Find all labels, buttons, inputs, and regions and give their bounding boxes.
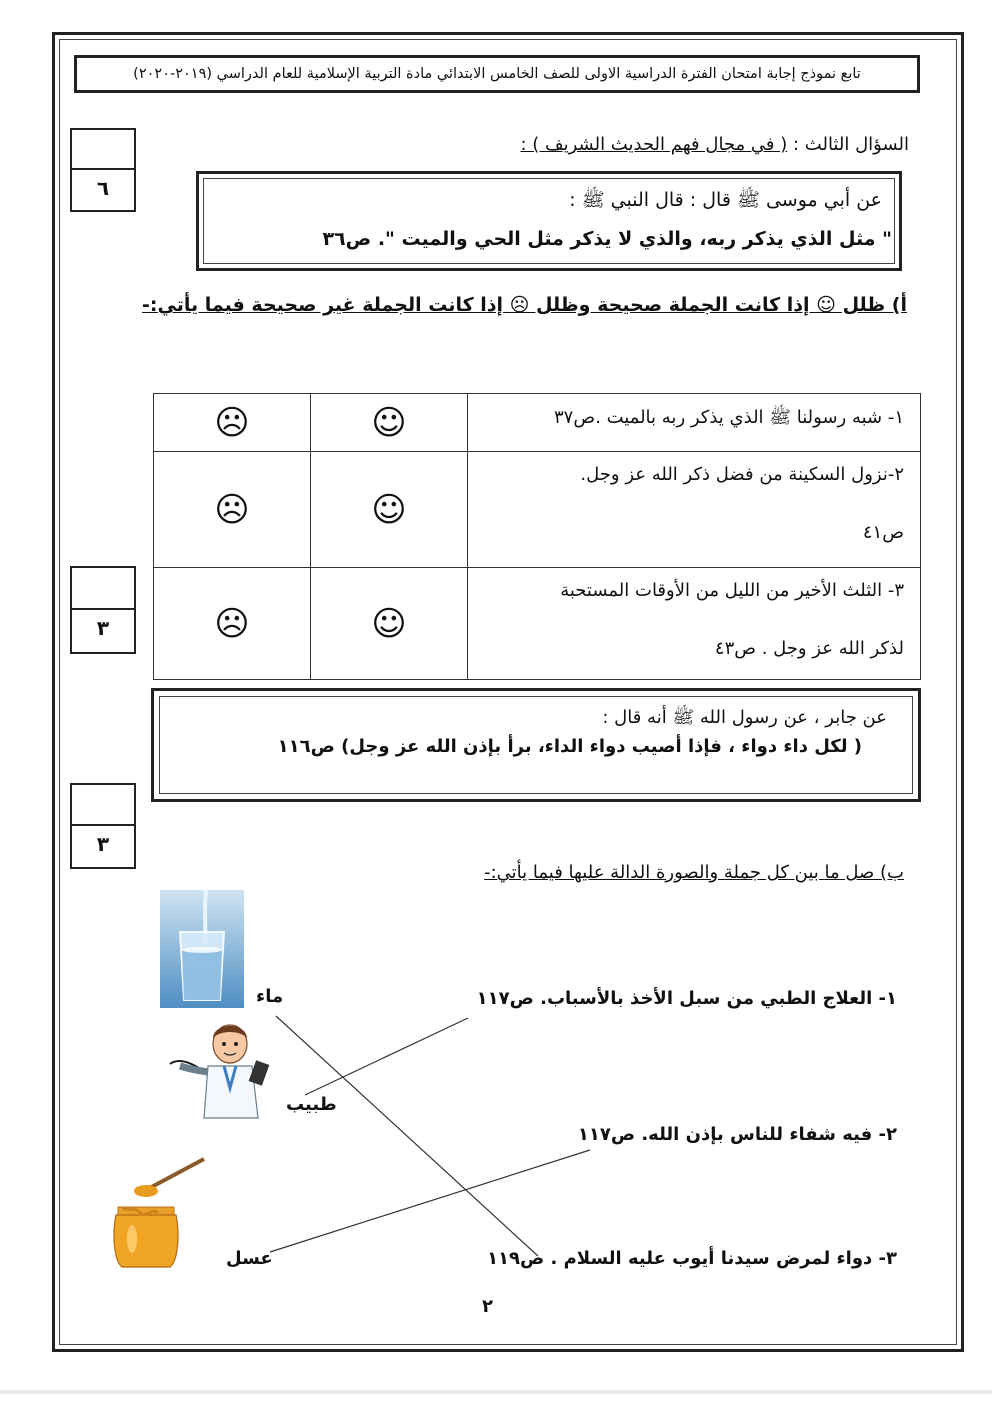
statement-text: ١- شبه رسولنا ﷺ الذي يذكر ربه بالميت .ص٣٧ — [554, 407, 904, 428]
honey-jar-icon — [108, 1155, 208, 1273]
match-line-1 — [305, 1018, 468, 1095]
question3-title-topic: ( في مجال فهم الحديث الشريف ) : — [520, 134, 788, 155]
happy-face-icon[interactable]: ☺ — [311, 568, 468, 680]
match-line-3 — [276, 1016, 538, 1256]
match-sentence-2: ٢- فيه شفاء للناس بإذن الله. ص١١٧ — [577, 1124, 897, 1145]
sad-face-icon[interactable]: ☹ — [154, 452, 311, 568]
part-a-instruction: أ) ظلل ☺ إذا كانت الجملة صحيحة وظلل ☹ إذا كانت الجملة غير صحيحة فيما يأتي:- — [142, 294, 907, 316]
hadith1-intro: عن أبي موسى ﷺ قال : قال النبي ﷺ : — [569, 189, 882, 211]
happy-face-icon[interactable]: ☺ — [311, 394, 468, 452]
part-b-instruction: ب) صل ما بين كل جملة والصورة الدالة عليها فيما يأتي:- — [484, 862, 904, 883]
statement-text: ٣- الثلث الأخير من الليل من الأوقات المستحبة — [560, 580, 904, 601]
exam-header: تابع نموذج إجابة امتحان الفترة الدراسية الاولى للصف الخامس الابتدائي مادة التربية الإسلامية للعام الدراسي (٢٠١٩-٢٠٢٠) — [74, 55, 920, 93]
page-number: ٢ — [482, 1296, 493, 1317]
doctor-icon — [168, 1018, 276, 1120]
hadith2-intro: عن جابر ، عن رسول الله ﷺ أنه قال : — [602, 707, 887, 728]
statement-text-cont: لذكر الله عز وجل . ص٤٣ — [714, 638, 904, 659]
match-line-2 — [270, 1150, 590, 1252]
scan-bottom-edge — [0, 1390, 992, 1394]
question3-title-prefix: السؤال الثالث : — [793, 134, 909, 155]
sad-face-icon[interactable]: ☹ — [154, 394, 311, 452]
hadith2-text: ( لكل داء دواء ، فإذا أصيب دواء الداء، برأ بإذن الله عز وجل) ص١١٦ — [277, 736, 862, 757]
match-word-water: ماء — [256, 986, 284, 1007]
match-word-honey: عسل — [226, 1248, 273, 1269]
sad-face-icon[interactable]: ☹ — [154, 568, 311, 680]
statement-text: ٢-نزول السكينة من فضل ذكر الله عز وجل. — [580, 464, 904, 485]
match-sentence-3: ٣- دواء لمرض سيدنا أيوب عليه السلام . ص١١٩ — [487, 1248, 897, 1269]
score-value: ٣ — [96, 832, 110, 856]
score-value: ٦ — [96, 176, 110, 200]
match-word-doctor: طبيب — [286, 1094, 337, 1115]
match-sentence-1: ١- العلاج الطبي من سبل الأخذ بالأسباب. ص١١٧ — [476, 988, 897, 1009]
hadith1-text: " مثل الذي يذكر ربه، والذي لا يذكر مثل الحي والميت ". ص٣٦ — [322, 228, 892, 250]
water-glass-icon — [160, 890, 244, 1008]
happy-face-icon[interactable]: ☺ — [311, 452, 468, 568]
score-value: ٣ — [96, 616, 110, 640]
statement-text-cont: ص٤١ — [862, 522, 904, 543]
